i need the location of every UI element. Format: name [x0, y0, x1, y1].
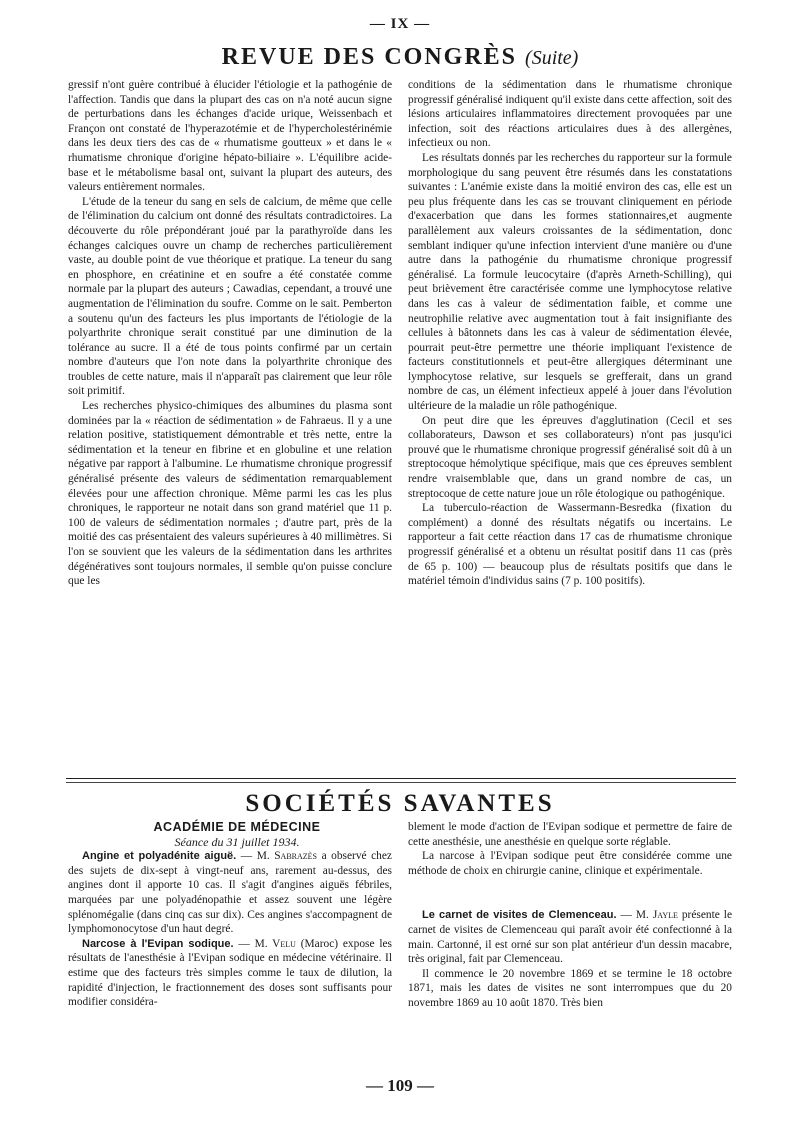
author-name: M. Sabrazès: [256, 850, 318, 863]
paragraph: La narcose à l'Evipan sodique peut être considérée comme une méthode de choix en chirurgie canine, clinique et expérimentale.: [408, 850, 732, 877]
paragraph: La tuberculo-réaction de Wassermann-Besredka (fixation du complément) a donné des résultats négatifs ou incertains. Le rapporteur a fait cette réaction dans 17 cas de rhumatisme chronique progressif généralisé et a obtenu un résultat positif dans 11 cas (près de 65 p. 100) — beaucoup plus de résultats positifs que dans le matériel témoin d'individus sains (7 p. 100 positifs).: [408, 502, 732, 588]
subheading: Angine et polyadénite aiguë.: [82, 850, 237, 863]
societes-left-column: [68, 820, 392, 1011]
revue-right-column: [408, 78, 732, 589]
seance-date: Séance du 31 juillet 1934.: [174, 834, 300, 849]
paragraph-text: a observé chez des sujets de dix-sept à vingt-neuf ans, rarement au-dessus, des angines dont il apporte 10 cas. Il s'agit d'angines aiguës fébriles, marquées par une polyadénopathie et assez souvent une légère splénomégalie (dans cinq cas sur dix). Ces angines s'accompagnent de lymphomonocytose d'un haut degré.: [68, 850, 392, 936]
section-divider-thin: [66, 782, 736, 783]
roman-page-number: — IX —: [369, 16, 431, 32]
subheading: Le carnet de visites de Clemenceau.: [422, 909, 617, 922]
paragraph: L'étude de la teneur du sang en sels de calcium, de même que celle de l'élimination du calcium ont donné des résultats contradictoires. La découverte du rôle prépondérant joué par la parathyroïde dans les échanges calciques ouvre un champ de recherches particulièrement vaste, au double point de vue théorique et pratique. La teneur du sang en phosphore, en créatinine et en soufre a été constatée comme normale par la plupart des auteurs ; Cawadias, cependant, a trouvé une augmentation de l'élimination du soufre. Comme on le sait. Pemberton a soutenu qu'un des facteurs les plus importants de l'étiologie de la polyarthrite chronique serait constitué par une diminution de la tolérance au sucre. Il a été de tous points confirmé par un certain nombre d'auteurs que l'on note dans la polyarthrite chronique des troubles de cette nature, mais il n'apparaît pas clairement que leur rôle soit primitif.: [68, 195, 392, 398]
paragraph: gressif n'ont guère contribué à élucider l'étiologie et la pathogénie de l'affection. Tandis que dans la plupart des cas on n'a noté aucun signe de perturbations dans les échanges d'acide urique, Weissenbach et Françon ont constaté de l'hyperazotémie et de l'hypercholestérinémie dans les deux tiers des cas de « rhumatisme goutteux » et dans le « rhumatisme chronique d'origine hépato-biliaire ». L'équilibre acide-base et le métabolisme basal ont, suivant la plupart des auteurs, des valeurs entièrement normales.: [68, 79, 392, 194]
author-name: M. Jayle: [635, 909, 678, 922]
paragraph: conditions de la sédimentation dans le rhumatisme chronique progressif généralisé indiquent qu'il existe dans cette affection, soit des lésions articulaires inflammatoires directement provoquées par une infection, soit des réactions articulaires dues à des allergènes, infectieux ou non.: [408, 79, 732, 150]
revue-title-suffix: (Suite): [525, 47, 579, 69]
revue-left-column: [68, 78, 392, 589]
paragraph: Narcose à l'Evipan sodique. — M. Velu (Maroc) expose les résultats de l'anesthésie à l'Evipan sodique en médecine vétérinaire. Il estime que des facteurs très simples comme le taux de dilution, la rapidité d'injection, le fractionnement des doses sont suffisants pour modifier considéra-: [68, 937, 392, 1009]
paragraph: Il commence le 20 novembre 1869 et se termine le 18 octobre 1871, mais les dates de visites ne sont interrompues que du 20 novembre 1869 au 10 août 1870. Très bien: [408, 967, 732, 1009]
page-number: — 109 —: [366, 1076, 434, 1095]
paragraph: blement le mode d'action de l'Evipan sodique et permettre de faire de cette anesthésie, une anesthésie en quelque sorte réglable.: [408, 821, 732, 848]
academie-heading: ACADÉMIE DE MÉDECINE: [153, 820, 321, 834]
societes-right-column: [408, 820, 732, 1011]
societes-columns: [68, 820, 732, 1011]
subheading: Narcose à l'Evipan sodique.: [82, 937, 234, 950]
section-divider: [66, 778, 736, 779]
paragraph: Les résultats donnés par les recherches du rapporteur sur la formule morphologique du sang peuvent être résumés dans les constatations suivantes : L'anémie existe dans la moitié environ des cas, elle est un peu plus fréquente dans les cas se trouvant cliniquement en période d'exacerbation que dans les formes stationnaires,et augmente parallèlement aux valeurs croissantes de la sédimentation, donc semblant indiquer qu'une infection intervient d'une manière ou d'une autre dans la pathogénie du rhumatisme chronique progressif généralisé. La formule leucocytaire (d'après Arneth-Schilling), qui peut brièvement être caractérisée comme une lymphocytose relative dans les cas à valeur de sédimentation faible, et comme une neutrophilie relative avec augmentation tout à fait insignifiante des cellules à bâtonnets dans les cas à valeur de sédimentation élevée, pourrait peut-être permettre une théorie impliquant l'existence de facteurs constitutionnels et peut-être allergiques déterminant une lymphocytose relative, sur lesquels se grefferait, dans un grand nombre de cas, un élément infectieux appelé à jouer dans l'évolution ultérieure de la maladie un rôle pathogénique.: [408, 151, 732, 413]
revue-columns: [68, 78, 732, 589]
section-title-revue: [0, 44, 800, 71]
paragraph: Le carnet de visites de Clemenceau. — M. Jayle présente le carnet de visites de Clemenceau qui paraît avoir été confectionné à la main. Cartonné, il est orné sur son plat antérieur d'un dessin macabre, très original, fait par Clemenceau.: [408, 909, 732, 966]
section-title-societes: SOCIÉTÉS SAVANTES: [245, 790, 555, 817]
paragraph: Les recherches physico-chimiques des albumines du plasma sont dominées par la « réaction de sédimentation » de Fahraeus. Il y a une relation positive, statistiquement démontrable et très nette, entre la sédimentation et la teneur en fibrine et en globuline et une relation négative par rapport à l'albumine. Le rhumatisme chronique progressif généralisé présente des valeurs de sédimentation remarquablement élevées pour une affection chronique. Même parmi les cas les plus chroniques, le rapporteur ne notait dans son grand matériel que 11 p. 100 de valeurs de sédimentation normales ; d'autre part, près de la moitié des cas présentaient des valeurs supérieures à 40 millimètres. Si l'on se souvient que les valeurs de la sédimentation dans les arthrites dégénératives sont toujours normales, il semble qu'on puisse conclure que les: [68, 400, 392, 588]
paragraph: On peut dire que les épreuves d'agglutination (Cecil et ses collaborateurs, Dawson et ses collaborateurs) n'ont pas jusqu'ici prouvé que le rhumatisme chronique progressif généralisé soit dû à un streptocoque hémolytique spécifique, mais que ces épreuves semblent rendre vraisemblable que, dans un grand nombre de cas, un streptocoque de cette nature joue un rôle étologique ou pathogénique.: [408, 414, 732, 500]
revue-title-text: REVUE DES CONGRÈS: [221, 44, 518, 70]
author-name: M. Velu: [254, 937, 296, 950]
paragraph-text: (Maroc) expose les résultats de l'anesthésie à l'Evipan sodique en médecine vétérinaire. Il estime que des facteurs très simples comme le taux de dilution, la rapidité d'injection, le fractionnement des doses sont suffisants pour modifier considéra-: [68, 937, 392, 1009]
paragraph-text: présente le carnet de visites de Clemenceau qui paraît avoir été confectionné à la main. Cartonné, il est orné sur son plat antérieur d'un dessin macabre, très original, fait par Clemenceau.: [408, 909, 732, 966]
paragraph: Angine et polyadénite aiguë. — M. Sabrazès a observé chez des sujets de dix-sept à vingt-neuf ans, rarement au-dessus, des angines dont il apporte 10 cas. Il s'agit d'angines aiguës fébriles, marquées par une polyadénopathie et assez souvent une légère splénomégalie (dans cinq cas sur dix). Ces angines s'accompagnent de lymphomonocytose d'un haut degré.: [68, 850, 392, 936]
